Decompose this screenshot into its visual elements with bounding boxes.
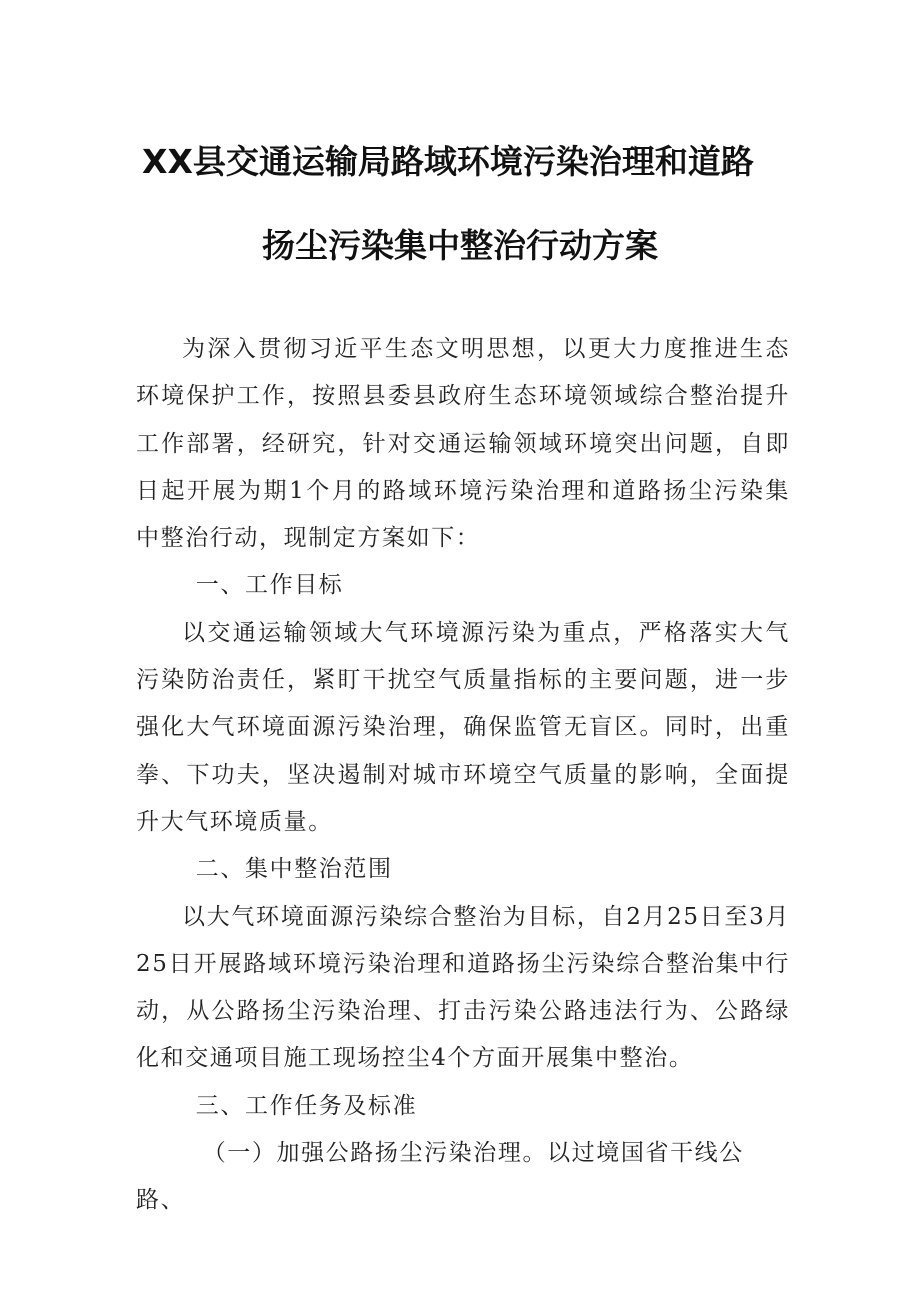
document-body — [136, 326, 790, 1225]
section-text-scope: 以大气环境面源污染综合整治为目标，自2月25日至3月25日开展路域环境污染治理和道路扬尘污染综合整治集中行动，从公路扬尘污染治理、打击污染公路违法行为、公路绿化和交通项目施工现场控尘4个方面开展集中整治。 — [136, 903, 790, 1072]
section-heading-goals: 一、工作目标 — [195, 572, 344, 599]
section-heading-scope: 二、集中整治范围 — [195, 856, 393, 883]
intro-paragraph: 为深入贯彻习近平生态文明思想，以更大力度推进生态环境保护工作，按照县委县政府生态环境领域综合整治提升工作部署，经研究，针对交通运输领域环境突出问题，自即日起开展为期1个月的路域环境污染治理和道路扬尘污染集中整治行动，现制定方案如下： — [136, 336, 790, 552]
document-title-line-2: 扬尘污染集中整治行动方案 — [262, 226, 658, 265]
subitem-dust-control: （一）加强公路扬尘污染治理。以过境国省干线公路、 — [136, 1140, 744, 1214]
document-title-line-1: XX县交通运输局路域环境污染治理和道路 — [142, 142, 754, 181]
section-heading-tasks: 三、工作任务及标准 — [195, 1092, 418, 1119]
section-text-goals: 以交通运输领域大气环境源污染为重点，严格落实大气污染防治责任，紧盯干扰空气质量指标的主要问题，进一步强化大气环境面源污染治理，确保监管无盲区。同时，出重拳、下功夫，坚决遏制对城市环境空气质量的影响，全面提升大气环境质量。 — [136, 619, 790, 835]
